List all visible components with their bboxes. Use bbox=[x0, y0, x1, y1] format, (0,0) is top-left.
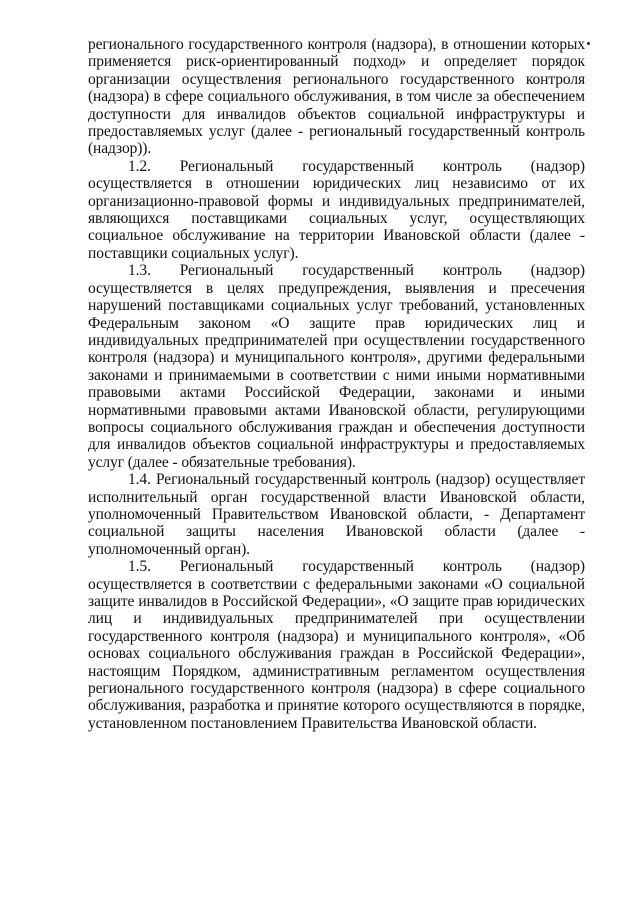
document-body bbox=[88, 36, 585, 732]
paragraph-1-3: 1.3. Региональный государственный контроль (надзор) осуществляется в целях предупреждения, выявления и пресечения нарушений поставщиками социальных услуг требований, установленных Федеральным законом «О защите прав юридических лиц и индивидуальных предпринимателей при осуществлении государственного контроля (надзора) и муниципального контроля», другими федеральными законами и принимаемыми в соответствии с ними иными нормативными правовыми актами Российской Федерации, законами и иными нормативными правовыми актами Ивановской области, регулирующими вопросы социального обслуживания граждан и обеспечения доступности для инвалидов объектов социальной инфраструктуры и предоставляемых услуг (далее - обязательные требования). bbox=[88, 262, 585, 471]
scan-speck bbox=[587, 42, 590, 45]
paragraph-1-4: 1.4. Региональный государственный контроль (надзор) осуществляет исполнительный орган государственной власти Ивановской области, уполномоченный Правительством Ивановской области, - Департамент социальной защиты населения Ивановской области (далее - уполномоченный орган). bbox=[88, 471, 585, 558]
paragraph-1-5: 1.5. Региональный государственный контроль (надзор) осуществляется в соответствии с федеральными законами «О социальной защите инвалидов в Российской Федерации», «О защите прав юридических лиц и индивидуальных предпринимателей при осуществлении государственного контроля (надзора) и муниципального контроля», «Об основах социального обслуживания граждан в Российской Федерации», настоящим Порядком, административным регламентом осуществления регионального государственного контроля (надзора) в сфере социального обслуживания, разработка и принятие которого осуществляются в порядке, установленном постановлением Правительства Ивановской области. bbox=[88, 558, 585, 732]
paragraph-1-2: 1.2. Региональный государственный контроль (надзор) осуществляется в отношении юридических лиц независимо от их организационно-правовой формы и индивидуальных предпринимателей, являющихся поставщиками социальных услуг, осуществляющих социальное обслуживание на территории Ивановской области (далее - поставщики социальных услуг). bbox=[88, 157, 585, 262]
paragraph-continuation: регионального государственного контроля (надзора), в отношении которых применяется риск-ориентированный подход» и определяет порядок организации осуществления регионального государственного контроля (надзора) в сфере социального обслуживания, в том числе за обеспечением доступности для инвалидов объектов социальной инфраструктуры и предоставляемых услуг (далее - региональный государственный контроль (надзор)). bbox=[88, 36, 585, 158]
